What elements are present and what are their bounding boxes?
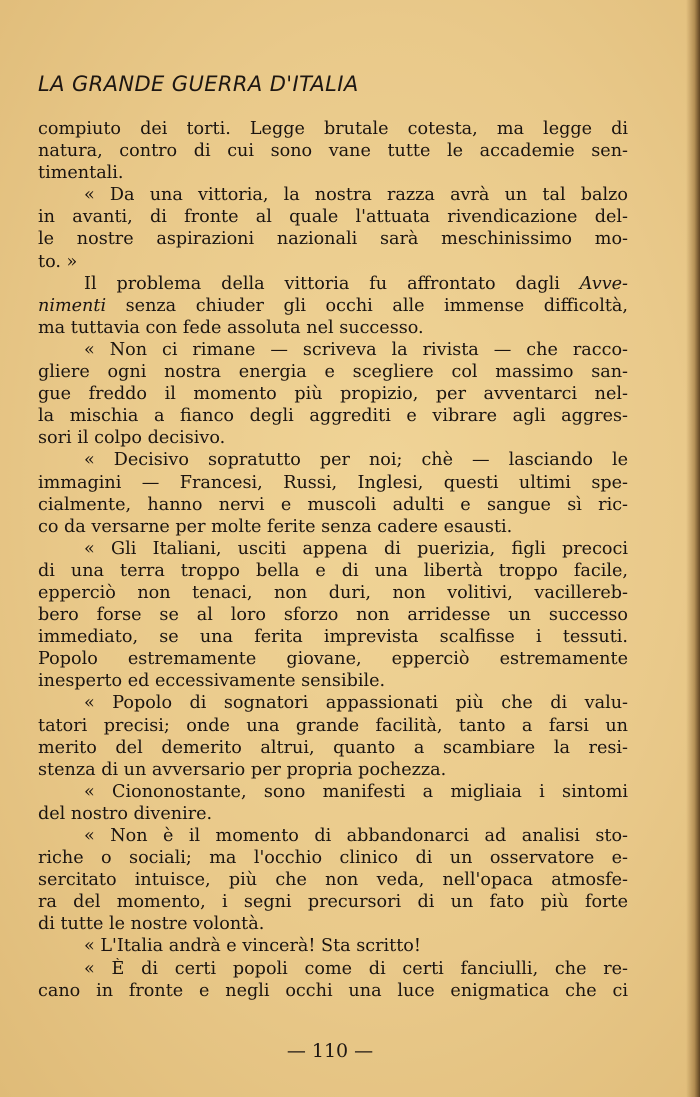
text-line: tatori precisi; onde una grande facilità, tanto a farsi un (38, 715, 628, 736)
text-line: « L'Italia andrà e vincerà! Sta scritto! (84, 936, 421, 957)
running-head: LA GRANDE GUERRA D'ITALIA (38, 72, 359, 96)
text-line: « Non ci rimane — scriveva la rivista — che racco- (84, 339, 628, 360)
page-edge-shadow (686, 0, 700, 1097)
text-line: « Da una vittoria, la nostra razza avrà un tal balzo (84, 185, 628, 206)
text-line: immagini — Francesi, Russi, Inglesi, questi ultimi spe- (38, 472, 628, 493)
text-line: cialmente, hanno nervi e muscoli adulti e sangue sì ric- (38, 494, 628, 515)
text-line: immediato, se una ferita imprevista scalfisse i tessuti. (38, 627, 628, 648)
text-line: la mischia a fianco degli aggrediti e vibrare agli aggres- (38, 406, 628, 427)
text-line: merito del demerito altrui, quanto a scambiare la resi- (38, 737, 628, 758)
text-line: gliere ogni nostra energia e scegliere col massimo san- (38, 362, 628, 383)
text-line: epperciò non tenaci, non duri, non volitivi, vacillereb- (38, 582, 628, 603)
text-line: « Ciononostante, sono manifesti a migliaia i sintomi (84, 781, 628, 802)
text-line: Il problema della vittoria fu affrontato dagli Avve- (84, 273, 628, 294)
text-line: le nostre aspirazioni nazionali sarà meschinissimo mo- (38, 229, 628, 250)
body-text (38, 118, 628, 1002)
text-line: co da versarne per molte ferite senza cadere esausti. (38, 516, 513, 537)
text-line: Popolo estremamente giovane, epperciò estremamente (38, 649, 628, 670)
text-line: inesperto ed eccessivamente sensibile. (38, 671, 386, 692)
text-line: sercitato intuisce, più che non veda, nell'opaca atmosfe- (38, 870, 628, 891)
text-line: cano in fronte e negli occhi una luce enigmatica che ci (38, 980, 628, 1001)
text-line: di tutte le nostre volontà. (38, 914, 265, 935)
text-line: ma tuttavia con fede assoluta nel successo. (38, 317, 424, 338)
text-line: « Non è il momento di abbandonarci ad analisi sto- (84, 826, 628, 846)
text-line: compiuto dei torti. Legge brutale cotesta, ma legge di (38, 119, 628, 139)
text-line: riche o sociali; ma l'occhio clinico di un osservatore e- (38, 848, 628, 869)
text-line: « È di certi popoli come di certi fanciulli, che re- (84, 958, 628, 979)
text-line: sori il colpo decisivo. (38, 428, 226, 449)
text-line: ra del momento, i segni precursori di un fato più forte (38, 892, 628, 913)
text-line: di una terra troppo bella e di una libertà troppo facile, (38, 560, 628, 581)
text-line: bero forse se al loro sforzo non arridesse un successo (38, 605, 628, 626)
text-line: timentali. (38, 163, 124, 184)
text-line: natura, contro di cui sono vane tutte le accademie sen- (38, 141, 628, 162)
text-line: del nostro divenire. (38, 803, 213, 824)
text-line: in avanti, di fronte al quale l'attuata rivendicazione del- (38, 207, 628, 228)
page-number: — 110 — (286, 1040, 374, 1062)
text-line: gue freddo il momento più propizio, per avventarci nel- (38, 384, 628, 405)
text-line: « Decisivo sopratutto per noi; chè — lasciando le (84, 450, 628, 471)
text-line: stenza di un avversario per propria pochezza. (38, 759, 447, 780)
text-line: nimenti senza chiuder gli occhi alle immense difficoltà, (38, 295, 628, 316)
text-line: « Gli Italiani, usciti appena di puerizia, figli precoci (84, 538, 628, 559)
text-line: « Popolo di sognatori appassionati più che di valu- (84, 693, 628, 714)
text-line: to. » (38, 251, 78, 272)
